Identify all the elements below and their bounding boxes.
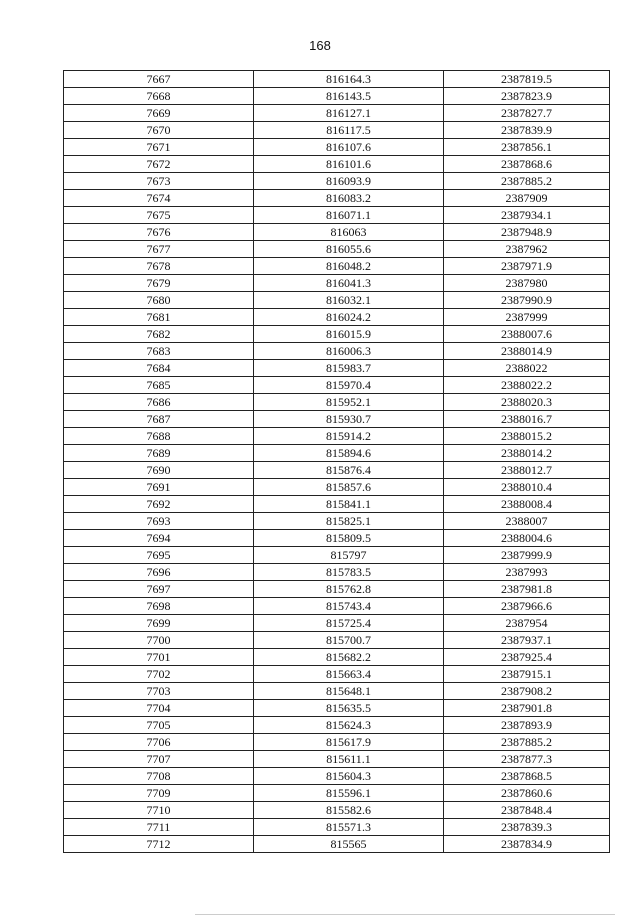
y-coordinate-cell: 2387934.1 — [444, 207, 610, 224]
table-row — [64, 564, 610, 581]
table-row — [64, 513, 610, 530]
point-number-cell: 7704 — [64, 700, 254, 717]
point-number-cell: 7694 — [64, 530, 254, 547]
point-number-cell: 7701 — [64, 649, 254, 666]
table-row — [64, 717, 610, 734]
table-row — [64, 139, 610, 156]
y-coordinate-cell: 2387980 — [444, 275, 610, 292]
table-row — [64, 496, 610, 513]
y-coordinate-cell: 2387839.9 — [444, 122, 610, 139]
x-coordinate-cell: 815571.3 — [254, 819, 444, 836]
y-coordinate-cell: 2387966.6 — [444, 598, 610, 615]
x-coordinate-cell: 815841.1 — [254, 496, 444, 513]
x-coordinate-cell: 815809.5 — [254, 530, 444, 547]
y-coordinate-cell: 2387948.9 — [444, 224, 610, 241]
point-number-cell: 7669 — [64, 105, 254, 122]
y-coordinate-cell: 2387937.1 — [444, 632, 610, 649]
x-coordinate-cell: 815743.4 — [254, 598, 444, 615]
y-coordinate-cell: 2387819.5 — [444, 71, 610, 88]
table-row — [64, 547, 610, 564]
table-row — [64, 360, 610, 377]
y-coordinate-cell: 2387999 — [444, 309, 610, 326]
table-row — [64, 394, 610, 411]
point-number-cell: 7689 — [64, 445, 254, 462]
point-number-cell: 7675 — [64, 207, 254, 224]
bottom-divider — [195, 914, 615, 915]
x-coordinate-cell: 815624.3 — [254, 717, 444, 734]
point-number-cell: 7667 — [64, 71, 254, 88]
point-number-cell: 7688 — [64, 428, 254, 445]
x-coordinate-cell: 815797 — [254, 547, 444, 564]
y-coordinate-cell: 2387981.8 — [444, 581, 610, 598]
y-coordinate-cell: 2387999.9 — [444, 547, 610, 564]
point-number-cell: 7691 — [64, 479, 254, 496]
y-coordinate-cell: 2387893.9 — [444, 717, 610, 734]
x-coordinate-cell: 816055.6 — [254, 241, 444, 258]
point-number-cell: 7672 — [64, 156, 254, 173]
x-coordinate-cell: 816083.2 — [254, 190, 444, 207]
point-number-cell: 7676 — [64, 224, 254, 241]
x-coordinate-cell: 815596.1 — [254, 785, 444, 802]
table-row — [64, 343, 610, 360]
point-number-cell: 7687 — [64, 411, 254, 428]
table-row — [64, 258, 610, 275]
table-row — [64, 700, 610, 717]
table-row — [64, 632, 610, 649]
x-coordinate-cell: 816024.2 — [254, 309, 444, 326]
point-number-cell: 7673 — [64, 173, 254, 190]
coordinates-table-body — [64, 71, 610, 853]
table-row — [64, 71, 610, 88]
y-coordinate-cell: 2388020.3 — [444, 394, 610, 411]
table-row — [64, 615, 610, 632]
y-coordinate-cell: 2387860.6 — [444, 785, 610, 802]
x-coordinate-cell: 815700.7 — [254, 632, 444, 649]
y-coordinate-cell: 2388007.6 — [444, 326, 610, 343]
point-number-cell: 7700 — [64, 632, 254, 649]
x-coordinate-cell: 815663.4 — [254, 666, 444, 683]
y-coordinate-cell: 2387925.4 — [444, 649, 610, 666]
table-row — [64, 530, 610, 547]
point-number-cell: 7703 — [64, 683, 254, 700]
point-number-cell: 7680 — [64, 292, 254, 309]
table-row — [64, 666, 610, 683]
y-coordinate-cell: 2387868.5 — [444, 768, 610, 785]
point-number-cell: 7679 — [64, 275, 254, 292]
y-coordinate-cell: 2388007 — [444, 513, 610, 530]
point-number-cell: 7686 — [64, 394, 254, 411]
table-row — [64, 122, 610, 139]
table-row — [64, 785, 610, 802]
x-coordinate-cell: 815725.4 — [254, 615, 444, 632]
y-coordinate-cell: 2388014.9 — [444, 343, 610, 360]
y-coordinate-cell: 2387848.4 — [444, 802, 610, 819]
point-number-cell: 7708 — [64, 768, 254, 785]
point-number-cell: 7690 — [64, 462, 254, 479]
x-coordinate-cell: 815617.9 — [254, 734, 444, 751]
table-row — [64, 802, 610, 819]
point-number-cell: 7674 — [64, 190, 254, 207]
y-coordinate-cell: 2388022.2 — [444, 377, 610, 394]
x-coordinate-cell: 815582.6 — [254, 802, 444, 819]
y-coordinate-cell: 2387990.9 — [444, 292, 610, 309]
x-coordinate-cell: 815783.5 — [254, 564, 444, 581]
x-coordinate-cell: 816071.1 — [254, 207, 444, 224]
table-row — [64, 156, 610, 173]
x-coordinate-cell: 815857.6 — [254, 479, 444, 496]
table-row — [64, 428, 610, 445]
point-number-cell: 7711 — [64, 819, 254, 836]
page-number: 168 — [309, 38, 331, 53]
y-coordinate-cell: 2387823.9 — [444, 88, 610, 105]
x-coordinate-cell: 815894.6 — [254, 445, 444, 462]
table-row — [64, 649, 610, 666]
point-number-cell: 7671 — [64, 139, 254, 156]
point-number-cell: 7698 — [64, 598, 254, 615]
x-coordinate-cell: 816006.3 — [254, 343, 444, 360]
point-number-cell: 7692 — [64, 496, 254, 513]
point-number-cell: 7710 — [64, 802, 254, 819]
y-coordinate-cell: 2388008.4 — [444, 496, 610, 513]
y-coordinate-cell: 2387909 — [444, 190, 610, 207]
x-coordinate-cell: 815648.1 — [254, 683, 444, 700]
x-coordinate-cell: 816143.5 — [254, 88, 444, 105]
table-row — [64, 326, 610, 343]
point-number-cell: 7682 — [64, 326, 254, 343]
y-coordinate-cell: 2387908.2 — [444, 683, 610, 700]
table-row — [64, 734, 610, 751]
x-coordinate-cell: 816041.3 — [254, 275, 444, 292]
point-number-cell: 7697 — [64, 581, 254, 598]
y-coordinate-cell: 2387856.1 — [444, 139, 610, 156]
x-coordinate-cell: 815604.3 — [254, 768, 444, 785]
point-number-cell: 7705 — [64, 717, 254, 734]
y-coordinate-cell: 2387885.2 — [444, 173, 610, 190]
x-coordinate-cell: 815876.4 — [254, 462, 444, 479]
y-coordinate-cell: 2387971.9 — [444, 258, 610, 275]
table-row — [64, 445, 610, 462]
table-row — [64, 173, 610, 190]
x-coordinate-cell: 816093.9 — [254, 173, 444, 190]
table-row — [64, 581, 610, 598]
point-number-cell: 7707 — [64, 751, 254, 768]
x-coordinate-cell: 815914.2 — [254, 428, 444, 445]
table-row — [64, 88, 610, 105]
point-number-cell: 7685 — [64, 377, 254, 394]
table-row — [64, 411, 610, 428]
point-number-cell: 7699 — [64, 615, 254, 632]
table-row — [64, 292, 610, 309]
y-coordinate-cell: 2388004.6 — [444, 530, 610, 547]
table-row — [64, 207, 610, 224]
x-coordinate-cell: 815682.2 — [254, 649, 444, 666]
y-coordinate-cell: 2388014.2 — [444, 445, 610, 462]
y-coordinate-cell: 2387901.8 — [444, 700, 610, 717]
x-coordinate-cell: 816015.9 — [254, 326, 444, 343]
point-number-cell: 7712 — [64, 836, 254, 853]
point-number-cell: 7668 — [64, 88, 254, 105]
table-row — [64, 105, 610, 122]
y-coordinate-cell: 2387834.9 — [444, 836, 610, 853]
table-row — [64, 768, 610, 785]
point-number-cell: 7678 — [64, 258, 254, 275]
x-coordinate-cell: 815952.1 — [254, 394, 444, 411]
table-row — [64, 751, 610, 768]
x-coordinate-cell: 815825.1 — [254, 513, 444, 530]
table-row — [64, 241, 610, 258]
x-coordinate-cell: 815970.4 — [254, 377, 444, 394]
y-coordinate-cell: 2387827.7 — [444, 105, 610, 122]
table-row — [64, 275, 610, 292]
y-coordinate-cell: 2388012.7 — [444, 462, 610, 479]
table-row — [64, 836, 610, 853]
x-coordinate-cell: 816063 — [254, 224, 444, 241]
table-row — [64, 598, 610, 615]
y-coordinate-cell: 2387877.3 — [444, 751, 610, 768]
y-coordinate-cell: 2388022 — [444, 360, 610, 377]
x-coordinate-cell: 815762.8 — [254, 581, 444, 598]
point-number-cell: 7709 — [64, 785, 254, 802]
y-coordinate-cell: 2387839.3 — [444, 819, 610, 836]
table-row — [64, 224, 610, 241]
point-number-cell: 7677 — [64, 241, 254, 258]
table-row — [64, 190, 610, 207]
point-number-cell: 7702 — [64, 666, 254, 683]
table-row — [64, 377, 610, 394]
x-coordinate-cell: 815565 — [254, 836, 444, 853]
point-number-cell: 7681 — [64, 309, 254, 326]
x-coordinate-cell: 816164.3 — [254, 71, 444, 88]
x-coordinate-cell: 815611.1 — [254, 751, 444, 768]
point-number-cell: 7683 — [64, 343, 254, 360]
table-row — [64, 479, 610, 496]
x-coordinate-cell: 816127.1 — [254, 105, 444, 122]
point-number-cell: 7670 — [64, 122, 254, 139]
x-coordinate-cell: 816048.2 — [254, 258, 444, 275]
point-number-cell: 7695 — [64, 547, 254, 564]
y-coordinate-cell: 2388010.4 — [444, 479, 610, 496]
y-coordinate-cell: 2388016.7 — [444, 411, 610, 428]
x-coordinate-cell: 816101.6 — [254, 156, 444, 173]
y-coordinate-cell: 2387993 — [444, 564, 610, 581]
point-number-cell: 7706 — [64, 734, 254, 751]
x-coordinate-cell: 815983.7 — [254, 360, 444, 377]
coordinates-table — [63, 70, 610, 853]
y-coordinate-cell: 2387868.6 — [444, 156, 610, 173]
table-row — [64, 309, 610, 326]
x-coordinate-cell: 816117.5 — [254, 122, 444, 139]
y-coordinate-cell: 2387885.2 — [444, 734, 610, 751]
table-row — [64, 819, 610, 836]
x-coordinate-cell: 816107.6 — [254, 139, 444, 156]
y-coordinate-cell: 2387915.1 — [444, 666, 610, 683]
point-number-cell: 7693 — [64, 513, 254, 530]
point-number-cell: 7696 — [64, 564, 254, 581]
y-coordinate-cell: 2387962 — [444, 241, 610, 258]
y-coordinate-cell: 2387954 — [444, 615, 610, 632]
point-number-cell: 7684 — [64, 360, 254, 377]
table-row — [64, 683, 610, 700]
table-row — [64, 462, 610, 479]
x-coordinate-cell: 815930.7 — [254, 411, 444, 428]
x-coordinate-cell: 815635.5 — [254, 700, 444, 717]
x-coordinate-cell: 816032.1 — [254, 292, 444, 309]
y-coordinate-cell: 2388015.2 — [444, 428, 610, 445]
